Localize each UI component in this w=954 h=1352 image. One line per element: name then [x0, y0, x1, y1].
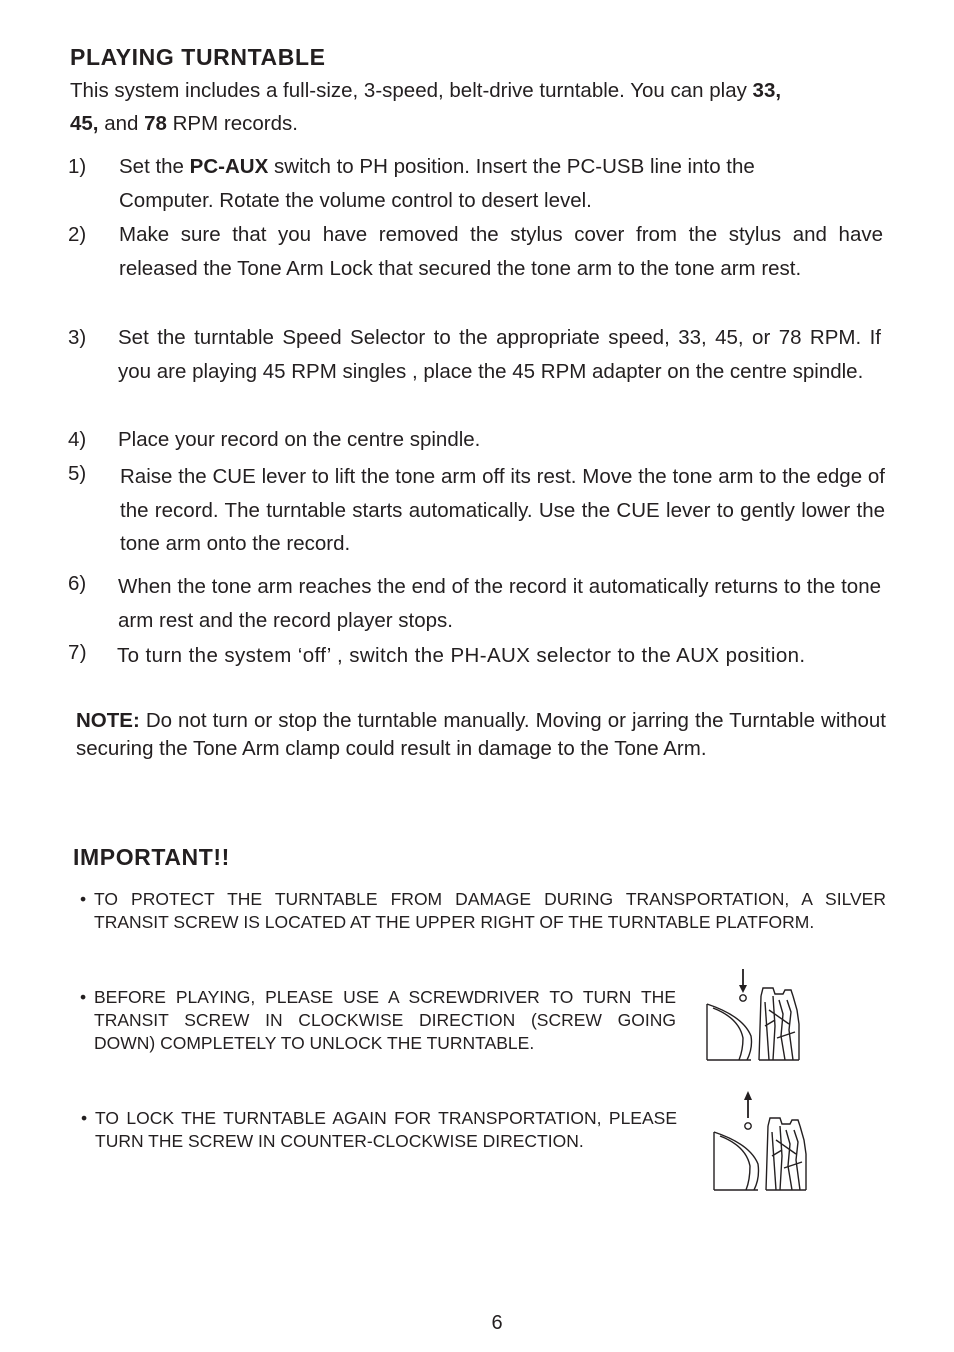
step-text: Set the PC-AUX switch to PH position. Insert the PC-USB line into the Computer. Rotate the volume control to desert level. [119, 155, 755, 212]
bullet-text: TO LOCK THE TURNTABLE AGAIN FOR TRANSPORTATION, PLEASE TURN THE SCREW IN COUNTER-CLOCKWISE DIRECTION. [95, 1108, 677, 1151]
step-6 [68, 570, 883, 640]
intro-text-a: This system includes a full-size, 3-speed, belt-drive turntable. You can play [70, 79, 753, 102]
intro-text-d: RPM records. [166, 112, 298, 135]
bullet-text: BEFORE PLAYING, PLEASE USE A SCREWDRIVER TO TURN THE TRANSIT SCREW IN CLOCKWISE DIRECTION (SCREW GOING DOWN) COMPLETELY TO UNLOCK THE TURNTABLE. [94, 987, 676, 1053]
step-5 [68, 460, 883, 562]
intro-speed-78: 78 [144, 112, 167, 135]
step-4 [68, 423, 883, 457]
page-number: 6 [491, 1312, 503, 1334]
intro-speed-33: 33, [752, 79, 782, 102]
screw-up-arrow-icon [744, 1091, 752, 1118]
bullet-dot: • [80, 987, 87, 1007]
step-text: Place your record on the centre spindle. [118, 428, 481, 451]
intro-text-c: and [98, 112, 145, 135]
note-paragraph [76, 707, 886, 763]
step-7 [68, 639, 883, 709]
bullet-text: TO PROTECT THE TURNTABLE FROM DAMAGE DURING TRANSPORTATION, A SILVER TRANSIT SCREW IS LOCATED AT THE UPPER RIGHT OF THE TURNTABLE PLATFORM. [94, 889, 886, 932]
screw-down-arrow-icon [739, 969, 747, 993]
step-number: 3) [68, 326, 87, 349]
transit-screw-lock-illustration [710, 1088, 812, 1194]
bullet-item-1 [80, 888, 886, 958]
pc-aux-label: PC-AUX [189, 155, 269, 178]
transit-screw-unlock-illustration [703, 966, 805, 1064]
step-number: 4) [68, 428, 87, 451]
bullet-item-2 [80, 986, 676, 1081]
step-text: To turn the system ‘off’ , switch the PH-AUX selector to the AUX position. [117, 644, 806, 667]
step-text: Set the turntable Speed Selector to the appropriate speed, 33, 45, or 78 RPM. If you are playing 45 RPM singles , place the 45 RPM adapter on the centre spindle. [118, 326, 881, 383]
bullet-dot: • [80, 889, 87, 909]
step-3 [68, 321, 883, 423]
bullet-dot: • [81, 1108, 88, 1128]
step-number: 5) [68, 462, 87, 485]
intro-speed-45: 45, [70, 112, 99, 135]
intro-paragraph [70, 74, 882, 140]
section-title-important: IMPORTANT!! [73, 844, 230, 870]
step-text: Make sure that you have removed the stylus cover from the stylus and have released the Tone Arm Lock that secured the tone arm to the tone arm rest. [119, 223, 883, 280]
step-number: 1) [68, 155, 87, 178]
step-number: 2) [68, 223, 87, 246]
note-label: NOTE: [76, 709, 140, 732]
step-text: Raise the CUE lever to lift the tone arm off its rest. Move the tone arm to the edge of the record. The turntable starts automatically. Use the CUE lever to gently lower the tone arm onto the record. [120, 465, 885, 555]
section-title-playing-turntable: PLAYING TURNTABLE [70, 44, 326, 70]
note-text: Do not turn or stop the turntable manually. Moving or jarring the Turntable without securing the Tone Arm clamp could result in damage to the Tone Arm. [76, 709, 886, 760]
step-text: When the tone arm reaches the end of the record it automatically returns to the tone arm rest and the record player stops. [118, 575, 881, 632]
step-2 [68, 218, 883, 320]
bullet-item-3 [81, 1107, 677, 1179]
step-number: 7) [68, 641, 88, 664]
step-number: 6) [68, 572, 87, 595]
step-1 [68, 150, 883, 220]
